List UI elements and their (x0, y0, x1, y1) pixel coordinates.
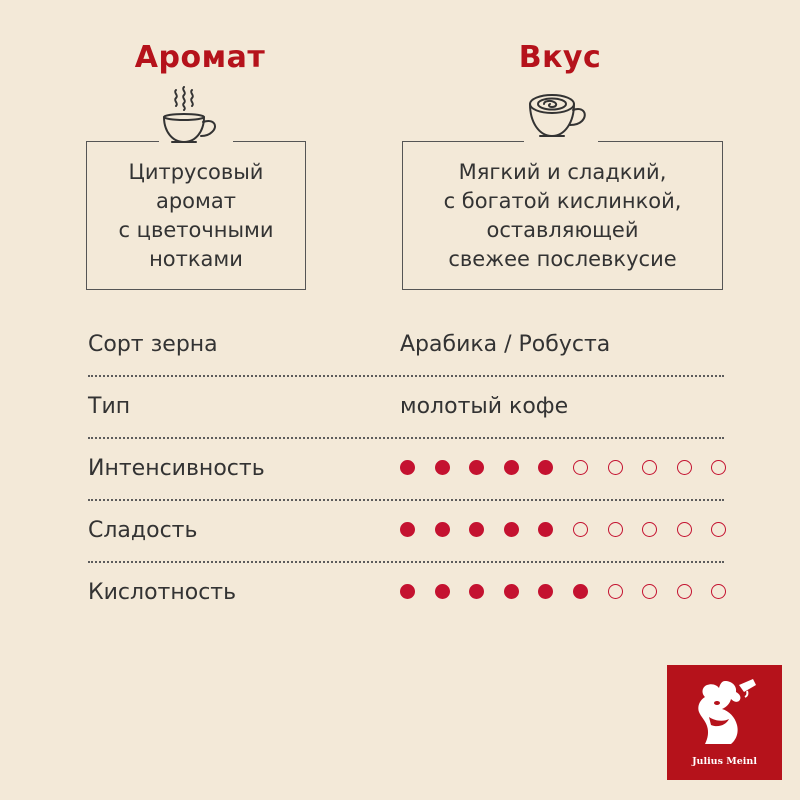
spec-label-intensity: Интенсивность (88, 456, 265, 481)
rating-dot-empty (642, 522, 657, 537)
rating-dot-empty (677, 522, 692, 537)
rating-dot-empty (711, 460, 726, 475)
rating-dot-empty (573, 522, 588, 537)
rating-dot-empty (608, 522, 623, 537)
rating-dot-filled (400, 460, 415, 475)
spec-row (88, 394, 724, 454)
rating-dot-filled (435, 460, 450, 475)
rating-dot-filled (504, 522, 519, 537)
taste-description-box (402, 141, 723, 290)
rating-dot-filled (538, 460, 553, 475)
rating-dot-empty (642, 460, 657, 475)
rating-dot-filled (538, 522, 553, 537)
rating-dot-filled (538, 584, 553, 599)
rating-dot-filled (573, 584, 588, 599)
rating-dot-empty (608, 584, 623, 599)
spec-label-sweetness: Сладость (88, 518, 198, 543)
rating-dot-filled (504, 584, 519, 599)
spec-row (88, 456, 724, 516)
rating-dot-filled (400, 584, 415, 599)
brand-name: Julius Meinl (692, 756, 757, 767)
steaming-cup-icon (158, 86, 234, 152)
spec-row (88, 518, 724, 578)
dotted-divider (88, 499, 724, 501)
rating-dot-filled (504, 460, 519, 475)
dotted-divider (88, 375, 724, 377)
spec-row (88, 580, 724, 640)
taste-title: Вкус (518, 40, 602, 75)
cup-top-view-icon (518, 86, 598, 152)
dotted-divider (88, 561, 724, 563)
rating-dot-filled (400, 522, 415, 537)
spec-row (88, 332, 724, 392)
aroma-description: Цитрусовый аромат с цветочными нотками (118, 159, 274, 271)
rating-dot-empty (677, 460, 692, 475)
rating-dot-filled (469, 460, 484, 475)
julius-meinl-logo-icon (687, 677, 762, 752)
rating-dot-empty (608, 460, 623, 475)
aroma-title: Аромат (134, 40, 266, 75)
rating-dot-empty (573, 460, 588, 475)
spec-label-bean: Сорт зерна (88, 332, 218, 357)
dotted-divider (88, 437, 724, 439)
rating-dot-filled (435, 584, 450, 599)
brand-logo (667, 665, 782, 780)
taste-description: Мягкий и сладкий, с богатой кислинкой, оставляющей свежее послевкусие (443, 159, 682, 271)
rating-dot-filled (435, 522, 450, 537)
rating-dot-empty (642, 584, 657, 599)
aroma-description-box (86, 141, 306, 290)
rating-dot-filled (469, 522, 484, 537)
spec-label-type: Тип (88, 394, 131, 419)
spec-value-type: молотый кофе (400, 394, 569, 419)
spec-value-bean: Арабика / Робуста (400, 332, 611, 357)
rating-dot-empty (711, 584, 726, 599)
rating-dot-empty (711, 522, 726, 537)
rating-dot-filled (469, 584, 484, 599)
rating-dot-empty (677, 584, 692, 599)
spec-label-acidity: Кислотность (88, 580, 237, 605)
